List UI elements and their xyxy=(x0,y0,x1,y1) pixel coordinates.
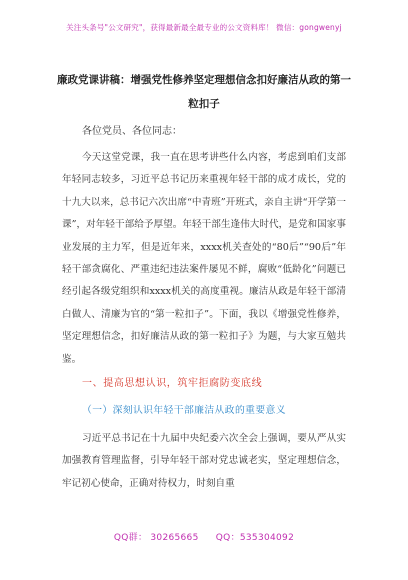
document-title: 廉政党课讲稿：增强党性修养坚定理想信念扣好廉洁从政的第一粒扣子 xyxy=(57,74,351,110)
body-paragraph: 习近平总书记在十九届中央纪委六次全会上强调，要从严从实加强教育管理监督，引导年轻干部对党忠诚老实，坚定理想信念，牢记初心使命，正确对待权力，时刻自重 xyxy=(62,433,346,489)
section-heading: 一、提高思想认识，筑牢拒腐防变底线 xyxy=(82,378,263,389)
footer-contact xyxy=(0,530,408,543)
salutation: 各位党员、各位同志： xyxy=(82,126,182,137)
header-banner: 关注头条号"公文研究"，获得最新最全最专业的公文资料库！ 微信：gongwenyj xyxy=(66,23,342,32)
body-paragraph: 今天这堂党课，我一直在思考讲些什么内容，考虑到咱们支部年轻同志较多，习近平总书记历来重视年轻干部的成才成长，党的十九大以来，总书记六次出席“中青班”开班式，亲自主讲“开学第一课”，对年轻干部给予厚望。年轻干部生逢伟大时代，是党和国家事业发展的主力军，但是近年来，xxxx机关查处的“80后”“90后”年轻干部贪腐化、严重违纪违法案件屡见不鲜，腐败“低龄化”问题已经引起各级党组织和xxxx机关的高度重视。廉洁从政是年轻干部清白做人、清廉为官的“第一粒扣子”。下面，我以《增强党性修养，坚定理想信念，扣好廉洁从政的第一粒扣子》为题，与大家互勉共鉴。 xyxy=(62,152,346,365)
qq-group-number: QQ群： 30265665 xyxy=(113,533,199,543)
subsection-heading: （一）深刻认识年轻干部廉洁从政的重要意义 xyxy=(82,405,286,416)
qq-number: QQ：535304092 xyxy=(215,533,295,543)
